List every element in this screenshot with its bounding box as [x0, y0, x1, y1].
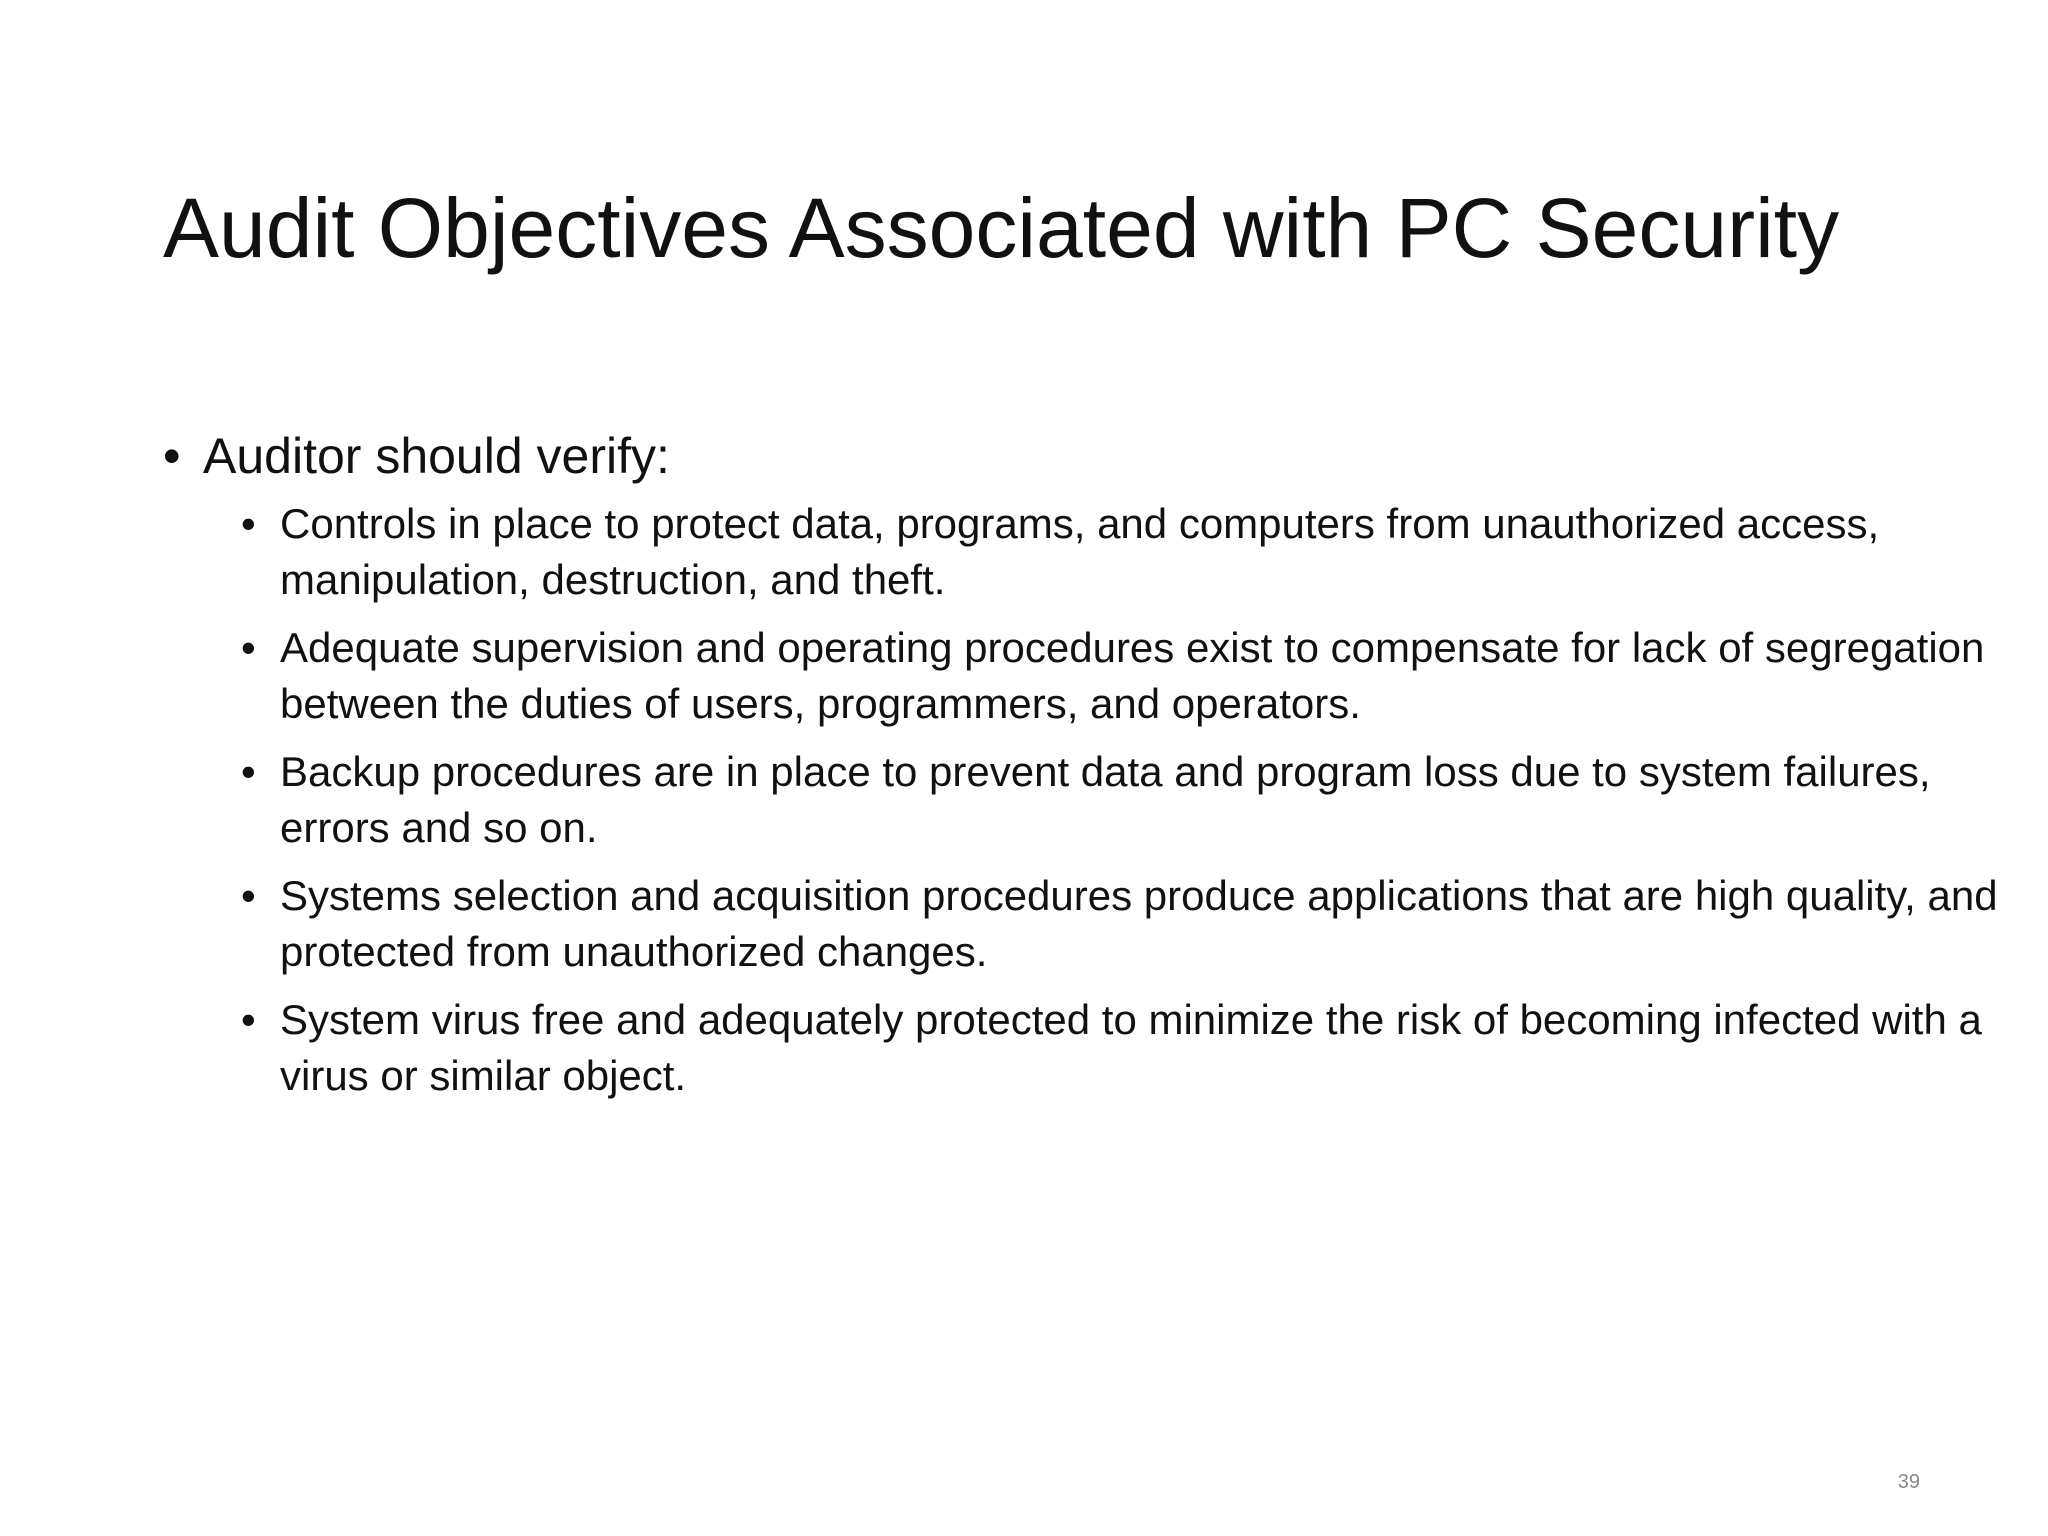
bullet-icon: •: [241, 500, 256, 547]
bullet-icon: •: [241, 624, 256, 671]
sub-bullet-item: [163, 496, 2000, 608]
slide-title: Audit Objectives Associated with PC Security: [163, 181, 1840, 275]
sub-bullet-item: [163, 744, 2000, 856]
slide-content: [163, 426, 1998, 1116]
sub-bullet-item: [163, 620, 2000, 732]
sub-bullet-item: [163, 868, 2000, 980]
main-bullet-item: [163, 426, 1923, 486]
page-number: 39: [1897, 1471, 1920, 1493]
sub-bullet-text: Adequate supervision and operating procedures exist to compensate for lack of segregation between the duties of users, programmers, and operators.: [280, 624, 1985, 727]
bullet-icon: •: [241, 996, 256, 1043]
bullet-icon: •: [241, 872, 256, 919]
bullet-icon: •: [163, 428, 181, 484]
sub-bullet-text: Backup procedures are in place to prevent data and program loss due to system failures, errors and so on.: [280, 748, 1931, 851]
main-bullet-text: Auditor should verify:: [203, 428, 670, 484]
sub-bullet-text: Systems selection and acquisition procedures produce applications that are high quality, and protected from unauthorized changes.: [280, 872, 1998, 975]
sub-bullet-item: [163, 992, 2000, 1104]
sub-bullet-text: System virus free and adequately protected to minimize the risk of becoming infected with a virus or similar object.: [280, 996, 1982, 1099]
sub-bullet-text: Controls in place to protect data, programs, and computers from unauthorized access, manipulation, destruction, and theft.: [280, 500, 1880, 603]
bullet-icon: •: [241, 748, 256, 795]
sub-bullet-list: [163, 496, 1998, 1104]
